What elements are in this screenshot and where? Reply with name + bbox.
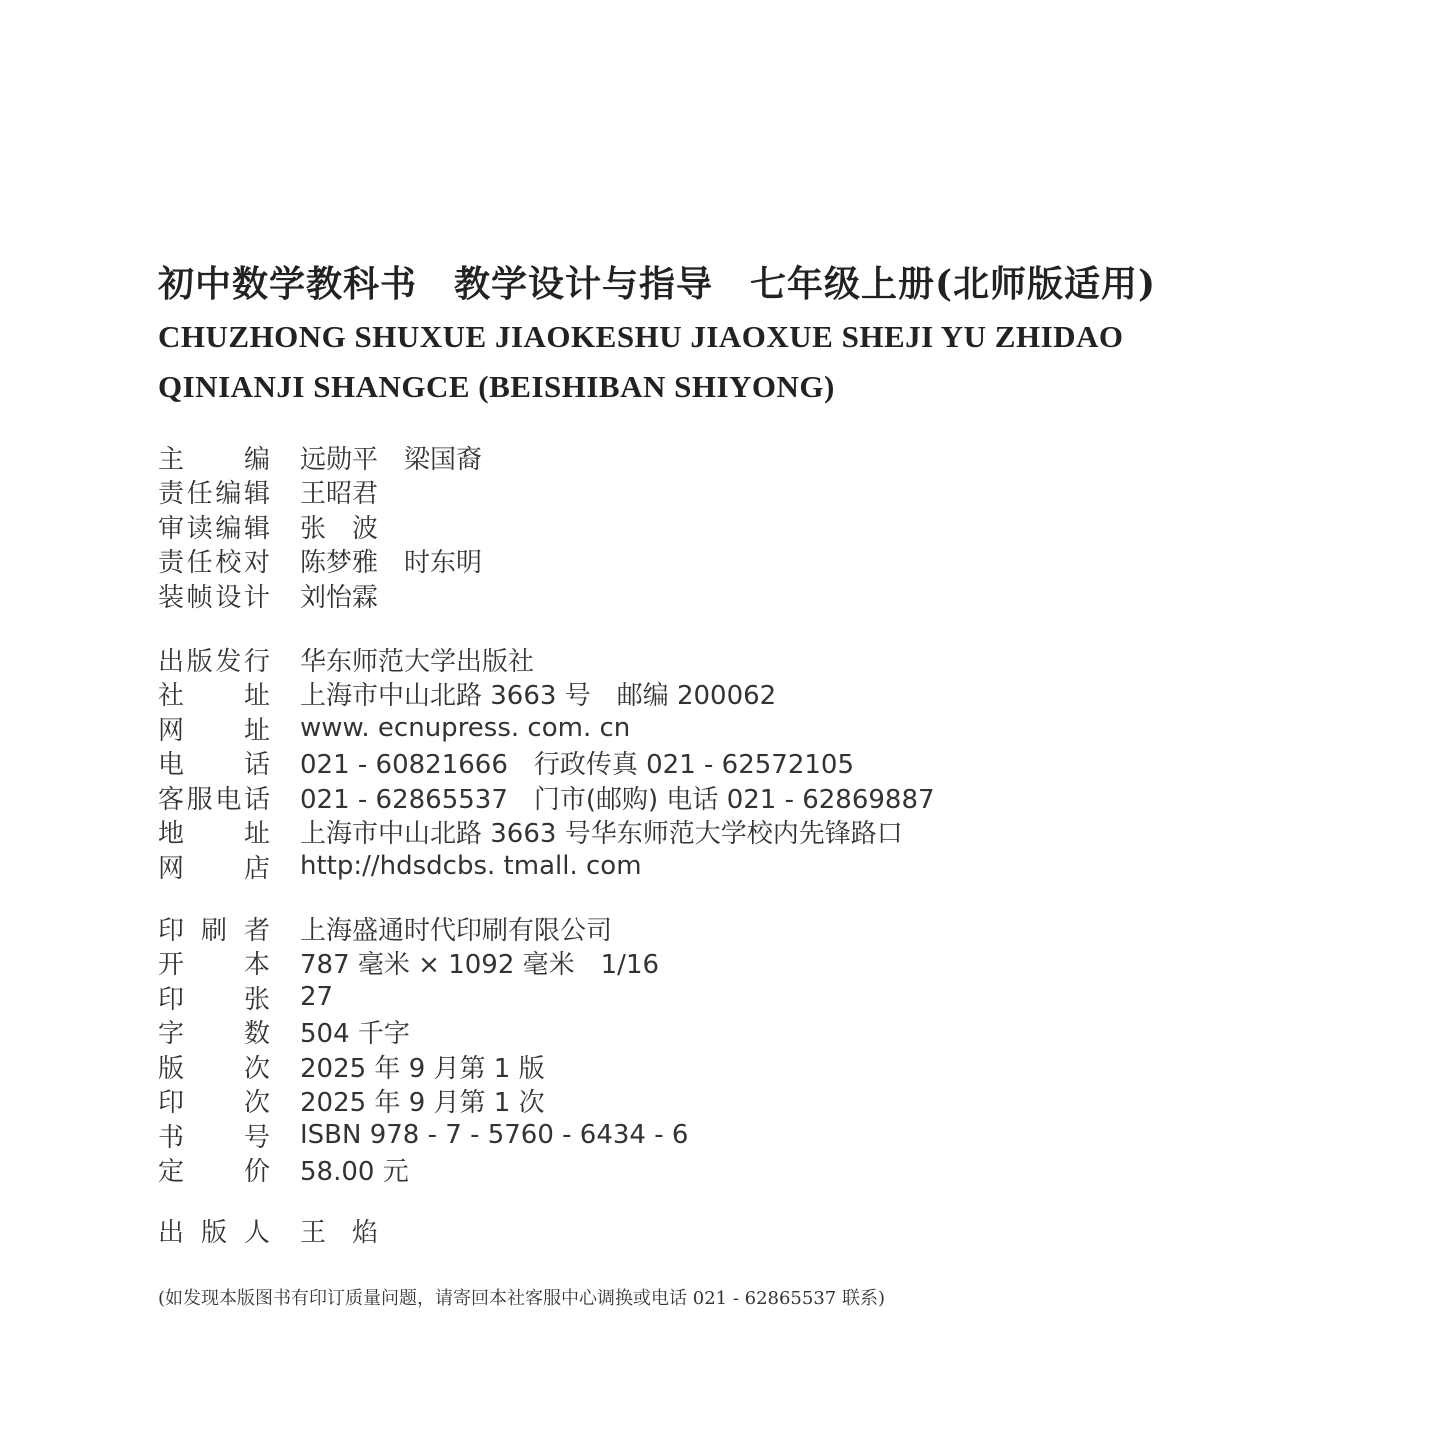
publisher-info-section	[158, 642, 1158, 884]
book-title-block	[158, 256, 1258, 412]
colophon-label: 网 店	[158, 853, 270, 884]
colophon-label: 审 读 编 辑	[158, 513, 270, 544]
colophon-label: 版 次	[158, 1053, 270, 1084]
quality-notice: (如发现本版图书有印订质量问题，请寄回本社客服中心调换或电话 021 - 62865537 联系)	[158, 1288, 885, 1309]
editors-section	[158, 440, 1158, 613]
colophon-label: 装 帧 设 计	[158, 582, 270, 613]
colophon-row	[158, 1153, 1158, 1188]
colophon-row	[158, 1213, 1158, 1248]
colophon-value: 王昭君	[300, 479, 379, 510]
colophon-label: 地 址	[158, 819, 270, 850]
colophon-label: 定 价	[158, 1157, 270, 1188]
colophon-value: 2025 年 9 月第 1 次	[300, 1088, 545, 1119]
colophon-row	[158, 980, 1158, 1015]
colophon-row	[158, 911, 1158, 946]
colophon-row	[158, 1084, 1158, 1119]
colophon-label: 书 号	[158, 1122, 270, 1153]
colophon-value: 021 - 60821666 行政传真 021 - 62572105	[300, 750, 855, 781]
printing-info-section	[158, 911, 1158, 1187]
colophon-value: www. ecnupress. com. cn	[300, 713, 631, 744]
colophon-label: 开 本	[158, 950, 270, 981]
colophon-label: 网 址	[158, 715, 270, 746]
colophon-label: 印 刷 者	[158, 915, 270, 946]
publisher-person-section	[158, 1213, 1158, 1248]
colophon-row	[158, 677, 1158, 712]
colophon-row	[158, 711, 1158, 746]
colophon-label: 责 任 校 对	[158, 548, 270, 579]
colophon-label: 出 版 人	[158, 1217, 270, 1248]
book-title-chinese: 初中数学教科书 教学设计与指导 七年级上册(北师版适用)	[158, 263, 1157, 305]
colophon-label: 责 任 编 辑	[158, 479, 270, 510]
colophon-row	[158, 1015, 1158, 1050]
colophon-row	[158, 780, 1158, 815]
colophon-label: 字 数	[158, 1019, 270, 1050]
colophon-value: 远勋平 梁国裔	[300, 444, 483, 475]
colophon-row	[158, 946, 1158, 981]
colophon-row	[158, 1118, 1158, 1153]
colophon-label: 客 服 电 话	[158, 784, 270, 815]
colophon-value: 504 千字	[300, 1019, 410, 1050]
colophon-value: 上海市中山北路 3663 号 邮编 200062	[300, 681, 777, 712]
colophon-value: 27	[300, 982, 334, 1013]
colophon-value: 787 毫米 × 1092 毫米 1/16	[300, 950, 660, 981]
colophon-row	[158, 746, 1158, 781]
colophon-row	[158, 440, 1158, 475]
colophon-value: 021 - 62865537 门市(邮购) 电话 021 - 62869887	[300, 784, 935, 815]
book-title-pinyin-line-1: CHUZHONG SHUXUE JIAOKESHU JIAOXUE SHEJI YU ZHIDAO	[158, 319, 1124, 354]
book-title-pinyin-line-2: QINIANJI SHANGCE (BEISHIBAN SHIYONG)	[158, 369, 835, 404]
colophon-label: 社 址	[158, 681, 270, 712]
colophon-value: 张 波	[300, 513, 379, 544]
colophon-label: 印 张	[158, 984, 270, 1015]
colophon-label: 电 话	[158, 750, 270, 781]
colophon-row	[158, 475, 1158, 510]
colophon-value: 上海市中山北路 3663 号华东师范大学校内先锋路口	[300, 819, 903, 850]
colophon-row	[158, 1049, 1158, 1084]
colophon-value: 2025 年 9 月第 1 版	[300, 1053, 545, 1084]
colophon-value: 上海盛通时代印刷有限公司	[300, 915, 613, 946]
colophon-value: 刘怡霖	[300, 582, 379, 613]
colophon-label: 主 编	[158, 444, 270, 475]
colophon-row	[158, 849, 1158, 884]
colophon-row	[158, 544, 1158, 579]
colophon-value: 华东师范大学出版社	[300, 646, 535, 677]
colophon-row	[158, 815, 1158, 850]
colophon-label: 印 次	[158, 1088, 270, 1119]
colophon-row	[158, 642, 1158, 677]
colophon-value: 王 焰	[300, 1217, 379, 1248]
colophon-value: http://hdsdcbs. tmall. com	[300, 851, 642, 882]
colophon-row	[158, 509, 1158, 544]
colophon-value: ISBN 978 - 7 - 5760 - 6434 - 6	[300, 1120, 689, 1151]
colophon-row	[158, 578, 1158, 613]
colophon-label: 出 版 发 行	[158, 646, 270, 677]
colophon-value: 58.00 元	[300, 1157, 409, 1188]
colophon-value: 陈梦雅 时东明	[300, 548, 483, 579]
